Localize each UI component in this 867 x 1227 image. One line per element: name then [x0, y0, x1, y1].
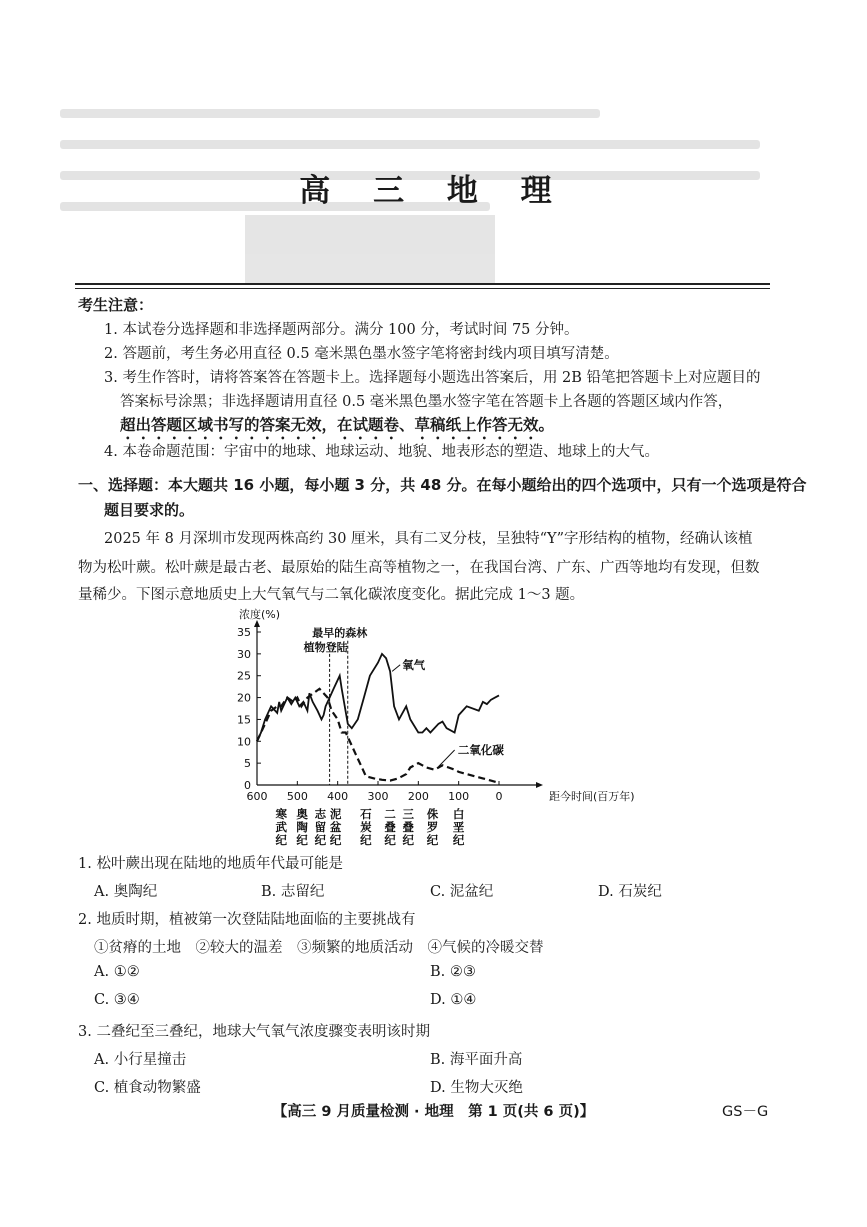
- q2-option-c[interactable]: C. ③④: [94, 992, 140, 1008]
- period-label-2-0: 志: [314, 807, 327, 821]
- notice-item-3-emphasis: 超出答题区域书写的答案无效，在试题卷、草稿纸上作答无效。: [120, 416, 555, 434]
- q2-sub-items: ①贫瘠的土地 ②较大的温差 ③频繁的地质活动 ④气候的冷暖交替: [94, 940, 544, 956]
- period-label-8-2: 纪: [452, 833, 465, 847]
- q1-option-b[interactable]: B. 志留纪: [261, 884, 325, 900]
- y-tick-label-0: 0: [244, 779, 251, 792]
- period-label-7-0: 侏: [426, 807, 439, 821]
- period-label-8-1: 垩: [452, 820, 465, 834]
- period-label-0-1: 武: [275, 820, 287, 834]
- y-tick-label-20: 20: [237, 691, 251, 705]
- period-label-5-2: 纪: [384, 833, 396, 847]
- section-heading-cont: 题目要求的。: [104, 501, 195, 519]
- annotation-plants-land: 植物登陆: [303, 640, 348, 654]
- y-tick-label-5: 5: [244, 757, 251, 771]
- oxygen-label: 氧气: [402, 657, 426, 672]
- notice-heading: 考生注意：: [78, 296, 154, 314]
- period-label-2-2: 纪: [314, 833, 327, 847]
- q3-option-b[interactable]: B. 海平面升高: [430, 1052, 523, 1068]
- q3-option-a[interactable]: A. 小行星撞击: [94, 1052, 187, 1068]
- period-label-5-0: 二: [384, 807, 396, 821]
- q2-option-a[interactable]: A. ①②: [94, 964, 140, 980]
- period-label-4-2: 纪: [360, 833, 372, 847]
- y-axis-label: 浓度(%): [239, 608, 281, 621]
- q3-option-c[interactable]: C. 植食动物繁盛: [94, 1080, 201, 1096]
- period-label-8-0: 白: [452, 807, 465, 821]
- x-axis-arrow: [536, 782, 543, 788]
- x-tick-label-500: 500: [286, 790, 308, 803]
- series-line-oxygen: [257, 654, 499, 741]
- period-label-6-2: 纪: [402, 833, 414, 847]
- y-tick-label-25: 25: [237, 669, 251, 683]
- period-label-5-1: 叠: [384, 820, 396, 834]
- period-label-1-1: 陶: [296, 820, 308, 834]
- y-tick-label-10: 10: [237, 735, 251, 749]
- q2-option-d[interactable]: D. ①④: [430, 992, 477, 1008]
- title-rule: [75, 283, 770, 285]
- passage-line-2: 物为松叶蕨。松叶蕨是最古老、最原始的陆生高等植物之一，在我国台湾、广东、广西等地均有发现，但数: [78, 560, 760, 576]
- chart-marks: [257, 626, 504, 785]
- y-axis-arrow: [254, 620, 260, 627]
- series-line-co2: [257, 689, 499, 783]
- notice-item-1: 1. 本试卷分选择题和非选择题两部分。满分 100 分，考试时间 75 分钟。: [104, 322, 579, 338]
- notice-item-3: 3. 考生作答时，请将答案答在答题卡上。选择题每小题选出答案后，用 2B 铅笔把答题卡上对应题目的: [104, 370, 761, 386]
- co2-leader: [439, 750, 455, 767]
- y-tick-label-35: 35: [237, 626, 251, 639]
- period-label-6-1: 叠: [402, 820, 414, 834]
- period-label-4-1: 炭: [360, 820, 372, 834]
- x-tick-label-300: 300: [367, 790, 389, 803]
- x-tick-label-0: 0: [495, 790, 503, 803]
- question-2-stem: 2. 地质时期，植被第一次登陆陆地面临的主要挑战有: [78, 912, 416, 928]
- notice-item-3-cont: 答案标号涂黑；非选择题请用直径 0.5 毫米黑色墨水签字笔在答题卡上各题的答题区域内作答，: [120, 394, 733, 410]
- x-tick-label-400: 400: [327, 790, 349, 803]
- notice-item-2: 2. 答题前，考生务必用直径 0.5 毫米黑色墨水签字笔将密封线内项目填写清楚。: [104, 346, 619, 362]
- passage-line-3: 量稀少。下图示意地质史上大气氧气与二氧化碳浓度变化。据此完成 1～3 题。: [78, 587, 585, 603]
- oxygen-leader: [392, 665, 400, 672]
- co2-label: 二氧化碳: [457, 743, 504, 758]
- y-tick-label-15: 15: [237, 713, 251, 727]
- annotation-first-forest: 最早的森林: [312, 626, 368, 640]
- y-tick-label-30: 30: [237, 647, 251, 661]
- section-heading: 一、选择题：本大题共 16 小题，每小题 3 分，共 48 分。在每小题给出的四个选项中，只有一个选项是符合: [78, 476, 807, 494]
- exam-code: GS－G: [722, 1104, 769, 1120]
- period-label-0-0: 寒: [275, 807, 287, 821]
- period-label-2-1: 留: [314, 820, 327, 834]
- x-axis-label: 距今时间(百万年): [549, 790, 635, 803]
- period-label-3-1: 盆: [329, 820, 342, 834]
- question-3-stem: 3. 二叠纪至三叠纪，地球大气氧气浓度骤变表明该时期: [78, 1024, 430, 1040]
- q1-option-c[interactable]: C. 泥盆纪: [430, 884, 494, 900]
- q3-option-d[interactable]: D. 生物大灭绝: [430, 1080, 523, 1096]
- x-tick-label-100: 100: [448, 790, 470, 803]
- x-tick-label-600: 600: [246, 790, 268, 803]
- period-label-0-2: 纪: [275, 833, 287, 847]
- q1-option-d[interactable]: D. 石炭纪: [598, 884, 662, 900]
- question-1-stem: 1. 松叶蕨出现在陆地的地质年代最可能是: [78, 856, 343, 872]
- period-label-6-0: 三: [402, 807, 414, 821]
- page-title: 高 三 地 理: [299, 173, 568, 209]
- period-label-3-0: 泥: [329, 807, 342, 821]
- q1-option-a[interactable]: A. 奥陶纪: [94, 884, 158, 900]
- gas-concentration-chart: [225, 608, 635, 850]
- period-label-4-0: 石: [360, 807, 372, 821]
- title-rule-thin: [75, 288, 770, 289]
- period-label-7-1: 罗: [426, 820, 439, 834]
- period-label-1-2: 纪: [296, 833, 308, 847]
- x-tick-label-200: 200: [407, 790, 429, 803]
- period-label-3-2: 纪: [329, 833, 342, 847]
- q2-option-b[interactable]: B. ②③: [430, 964, 476, 980]
- period-label-7-2: 纪: [426, 833, 439, 847]
- page-footer: 【高三 9 月质量检测 · 地理 第 1 页(共 6 页)】: [272, 1104, 595, 1120]
- notice-item-4: 4. 本卷命题范围：宇宙中的地球、地球运动、地貌、地表形态的塑造、地球上的大气。: [104, 444, 659, 460]
- period-label-1-0: 奥: [296, 807, 308, 821]
- passage-line-1: 2025 年 8 月深圳市发现两株高约 30 厘米，具有二叉分枝，呈独特“Y”字形结构的植物，经确认该植: [104, 531, 753, 547]
